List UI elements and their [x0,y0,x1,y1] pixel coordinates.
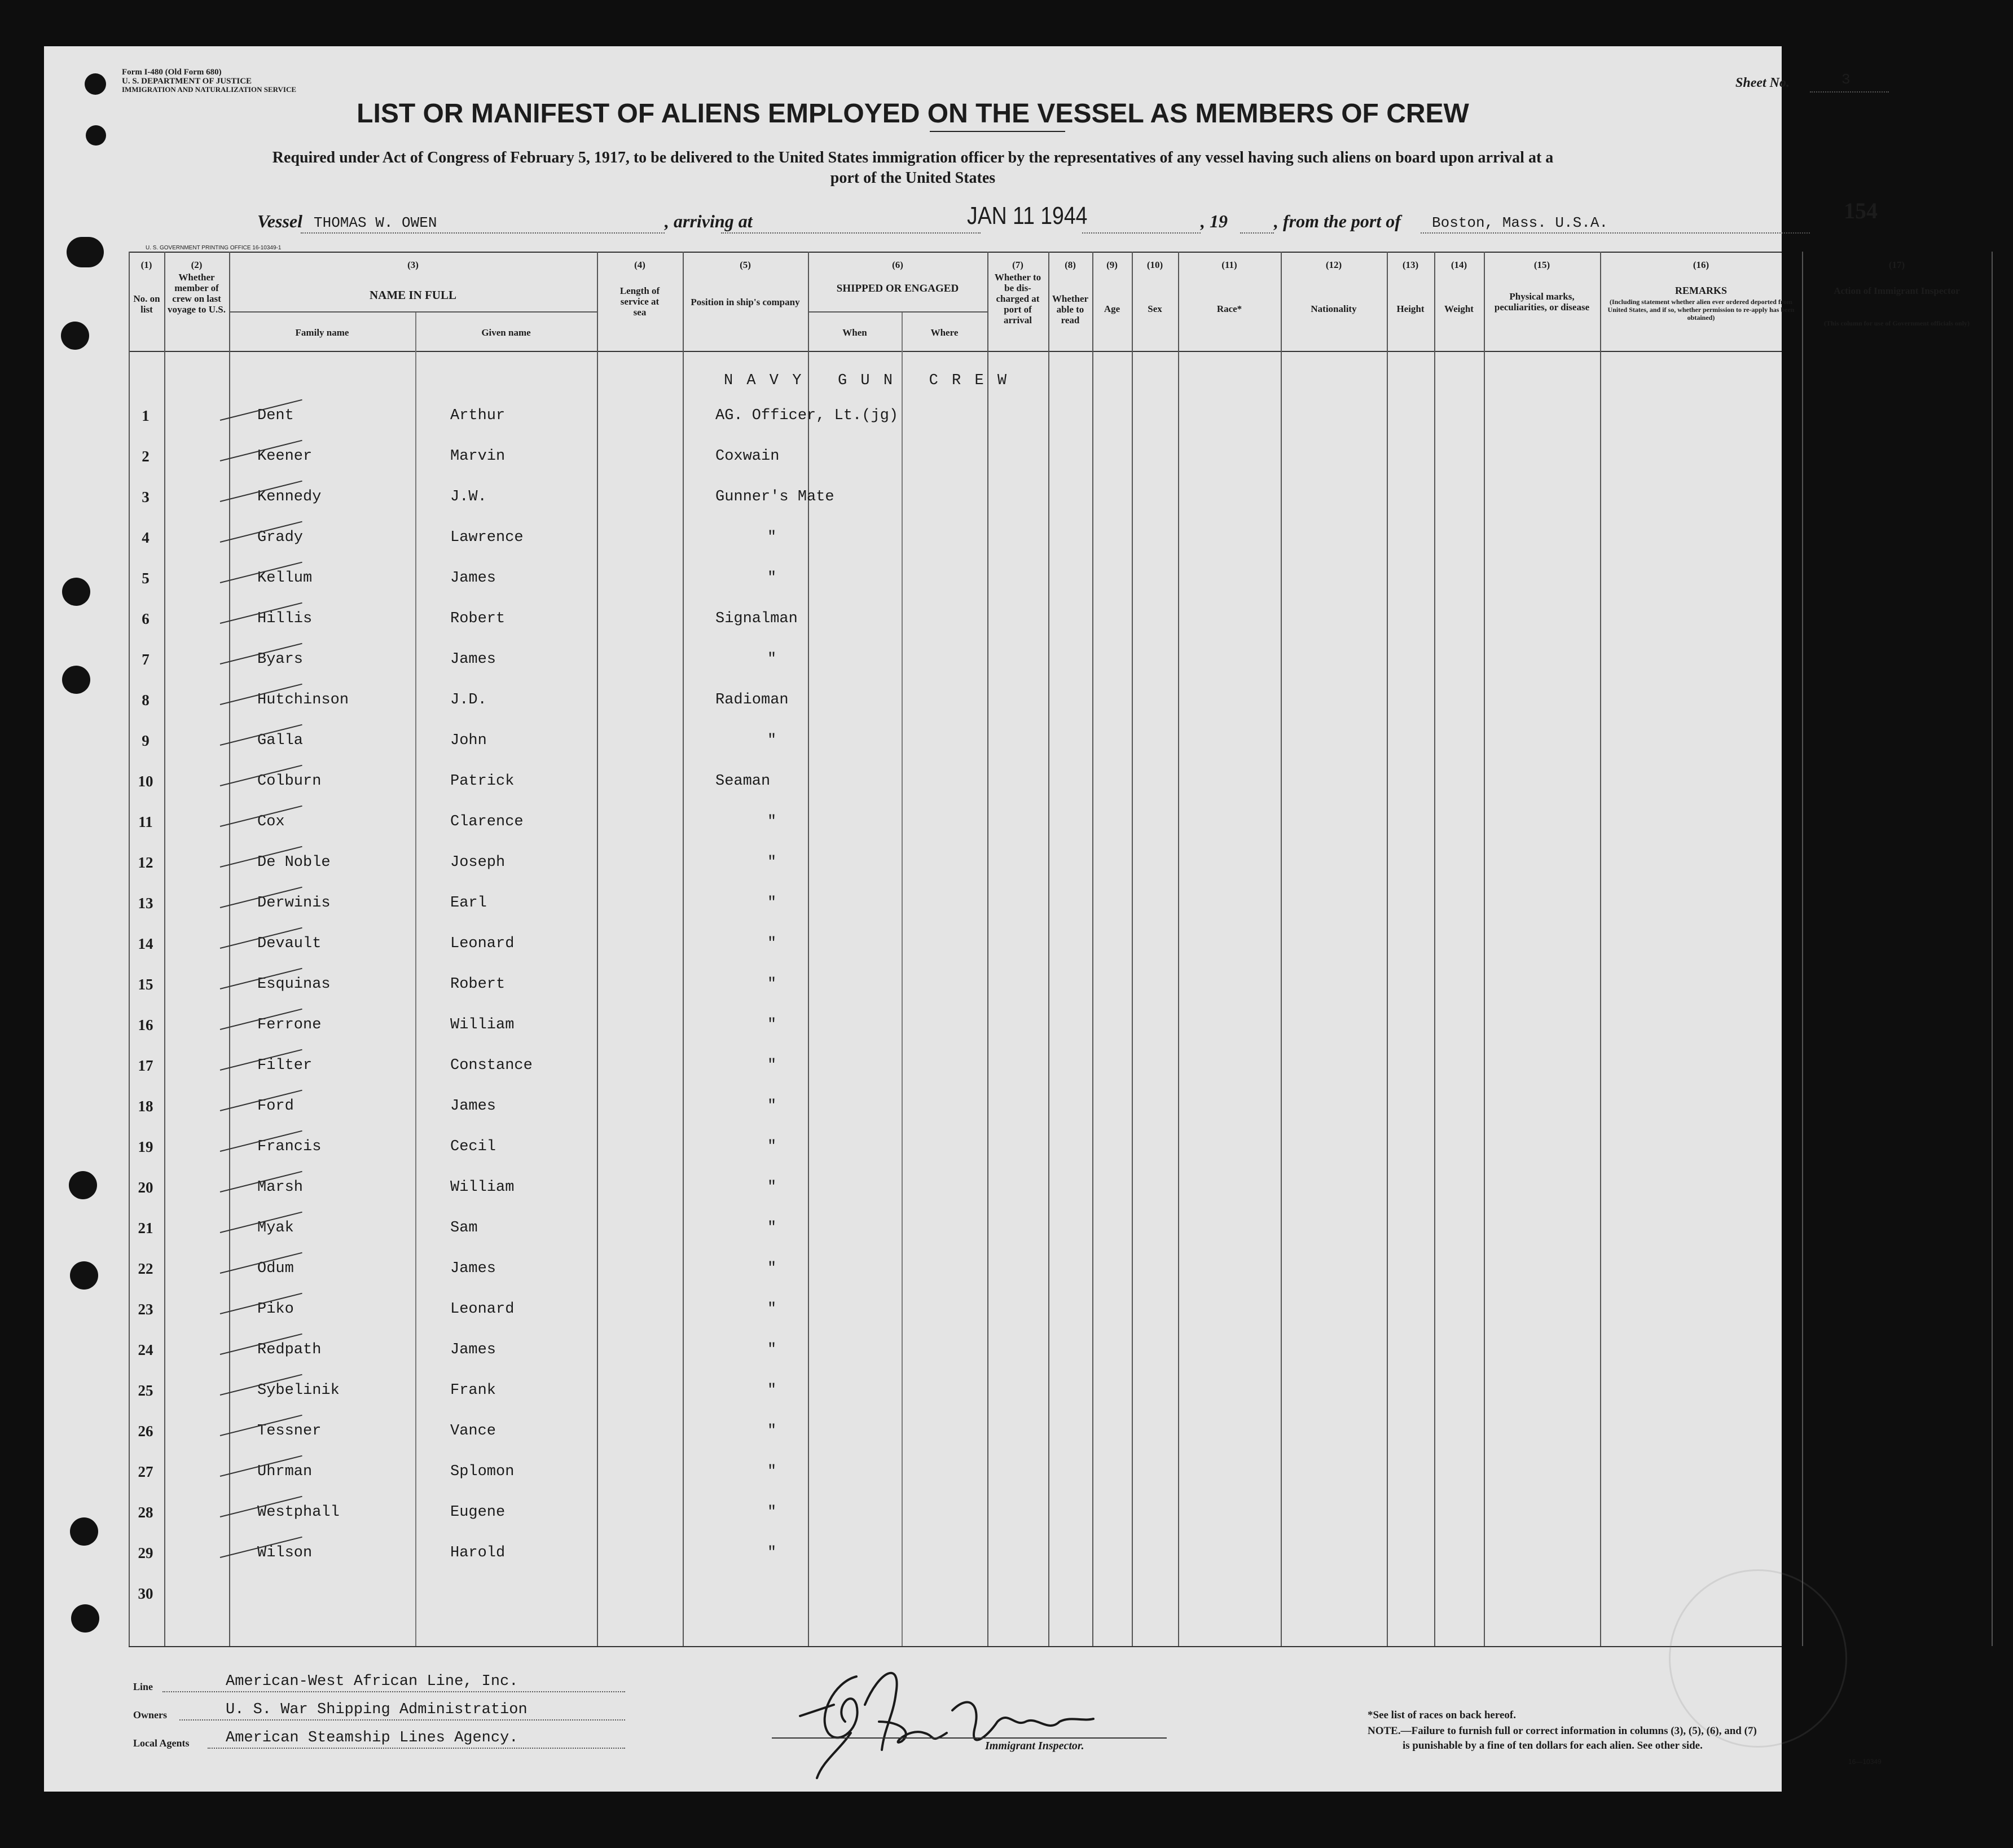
row-number: 4 [142,529,150,546]
family-name: Dent [257,407,294,424]
col15-num: (15) [1533,259,1550,270]
department-name: U. S. DEPARTMENT OF JUSTICE [122,77,252,86]
col8-label: Whether able to read [1052,293,1089,325]
given-name: Constance [450,1057,533,1074]
given-name: Eugene [450,1504,506,1521]
position: Seaman [715,773,771,790]
col4-num: (4) [634,259,645,270]
given-name: James [450,1098,496,1115]
position: " [767,1098,777,1115]
sheet-number: 3 [1841,71,1851,88]
col16-num: (16) [1693,259,1709,270]
row-number: 7 [142,651,150,668]
col1-label: No. on list [133,293,160,315]
family-name: Myak [257,1220,294,1237]
penalty-note-line2: is punishable by a fine of ten dollars for each alien. See other side. [1403,1740,1703,1752]
from-port-label: , from the port of [1274,211,1401,231]
row-number: 5 [142,570,150,587]
row-number: 16 [138,1017,153,1033]
family-name: Wilson [257,1545,313,1561]
position: " [767,976,777,993]
arriving-label: , arriving at [665,211,753,231]
position: " [767,1341,777,1358]
punch-hole [86,125,106,146]
position: " [767,1545,777,1561]
row-number: 6 [142,610,150,627]
form-code: 16—10349 [1848,1758,1882,1766]
col-divider [164,252,165,1646]
local-agents-value: American Steamship Lines Agency. [226,1730,518,1746]
family-name: Derwinis [257,895,331,912]
owners-label: Owners [133,1709,167,1721]
col5-label: Position in ship's company [691,297,800,307]
col-divider [1178,252,1179,1646]
col10-label: Sex [1148,303,1162,314]
position: Coxwain [715,448,780,465]
row-number: 10 [138,773,153,790]
printing-office: U. S. GOVERNMENT PRINTING OFFICE 16-10349-1 [146,245,282,251]
col6-where-label: Where [930,327,959,338]
row-number: 20 [138,1179,153,1196]
family-name: Grady [257,529,304,546]
given-name: William [450,1017,515,1033]
col12-num: (12) [1325,259,1342,270]
family-name: Tessner [257,1423,322,1440]
position: " [767,1057,777,1074]
given-name: Earl [450,895,487,912]
row-number: 24 [138,1341,153,1358]
family-name: Hutchinson [257,692,349,709]
family-name: Odum [257,1260,294,1277]
row-number: 30 [138,1585,153,1602]
line-label: Line [133,1681,153,1692]
manifest-title: LIST OR MANIFEST OF ALIENS EMPLOYED ON THE VESSEL AS MEMBERS OF CREW [357,99,1469,129]
col17-note: (This column for use of Government officials only) [1823,319,1970,327]
col13-num: (13) [1402,259,1419,270]
col16-label: REMARKS [1674,285,1727,296]
punch-hole [69,1171,97,1199]
given-name: Splomon [450,1463,515,1480]
family-name: Sybelinik [257,1382,340,1399]
position: " [767,732,777,749]
year-line [1240,232,1274,234]
row-number: 26 [138,1423,153,1440]
col10-num: (10) [1146,259,1163,270]
row-number: 29 [138,1545,153,1561]
col-divider [1387,252,1388,1646]
given-name: Patrick [450,773,515,790]
line-value: American-West African Line, Inc. [226,1673,518,1690]
inspector-signature [766,1637,1184,1784]
col14-num: (14) [1451,259,1467,270]
races-note: *See list of races on back hereof. [1368,1709,1516,1721]
arriving-line [721,232,981,234]
port-line [1421,232,1810,234]
position: " [767,1504,777,1521]
row-number: 19 [138,1138,153,1155]
position: " [767,1017,777,1033]
given-name: Vance [450,1423,496,1440]
given-name: Robert [450,976,506,993]
col17-num: (17) [1888,259,1905,270]
service-name: IMMIGRATION AND NATURALIZATION SERVICE [122,85,297,94]
table-header-rule [129,351,1782,352]
family-name: Hillis [257,610,313,627]
given-name: J.D. [450,692,487,709]
given-name: Arthur [450,407,506,424]
position: Gunner's Mate [715,489,834,505]
col-divider [683,252,684,1646]
col7-num: (7) [1012,259,1023,270]
row-number: 27 [138,1463,153,1480]
family-name: Byars [257,651,304,668]
col6-num: (6) [892,259,903,270]
sheet-no-line [1810,91,1889,93]
punch-hole [61,322,89,350]
vessel-name: THOMAS W. OWEN [314,214,437,231]
family-name: Colburn [257,773,322,790]
family-name: Galla [257,732,304,749]
col1-num: (1) [140,259,152,270]
row-number: 1 [142,407,150,424]
given-name: James [450,651,496,668]
family-name: Francis [257,1138,322,1155]
owners-rule [179,1719,625,1721]
col7-label: Whether to be dis-charged at port of arrival [994,272,1041,325]
position: Signalman [715,610,798,627]
given-name: Leonard [450,1301,515,1318]
subtitle-line2: port of the United States [830,169,996,187]
col-divider [1600,252,1601,1646]
given-name: James [450,1260,496,1277]
col3-family-label: Family name [295,327,349,338]
row-number: 23 [138,1301,153,1318]
col16-note: (Including statement whether alien ever ordered deported from United States, and if so, whether permission to re-apply has been obtained) [1607,298,1795,322]
vessel-name-line [301,232,665,234]
row-number: 14 [138,935,153,952]
position: " [767,854,777,871]
page-number: 154 [1844,198,1878,223]
col13-label: Height [1396,303,1425,314]
agents-rule [208,1748,625,1749]
col15-label: Physical marks, peculiarities, or disease [1494,291,1590,313]
col6-when-label: When [842,327,867,338]
vessel-label: Vessel [257,211,302,231]
given-name: Joseph [450,854,506,871]
position: " [767,935,777,952]
table-top-rule [129,252,1782,253]
position: " [767,1423,777,1440]
port-of-departure: Boston, Mass. U.S.A. [1432,214,1608,231]
family-name: Redpath [257,1341,322,1358]
row-number: 2 [142,448,150,465]
position: " [767,1301,777,1318]
col5-num: (5) [740,259,751,270]
col-divider [229,252,230,1646]
family-name: Ferrone [257,1017,322,1033]
family-name: Filter [257,1057,313,1074]
family-name: De Noble [257,854,331,871]
local-agents-label: Local Agents [133,1737,190,1749]
row-number: 28 [138,1504,153,1521]
year-label: , 19 [1201,211,1228,231]
row-number: 17 [138,1057,153,1074]
form-number: Form I-480 (Old Form 680) [122,68,222,77]
col14-label: Weight [1444,303,1474,314]
col8-num: (8) [1065,259,1076,270]
family-name: Kennedy [257,489,322,505]
position: " [767,651,777,668]
family-name: Marsh [257,1179,304,1196]
family-name: Kellum [257,570,313,587]
family-name: Devault [257,935,322,952]
given-name: J.W. [450,489,487,505]
title-rule [930,131,1065,132]
position: " [767,1382,777,1399]
row-number: 9 [142,732,150,749]
family-name: Piko [257,1301,294,1318]
col-divider [1132,252,1133,1646]
col-divider [808,252,809,1646]
col-divider [1802,252,1803,1646]
position: Radioman [715,692,789,709]
row-number: 22 [138,1260,153,1277]
col-divider [1484,252,1485,1646]
col6-label: SHIPPED OR ENGAGED [836,283,959,294]
punch-hole [67,237,104,267]
punch-hole [85,73,106,95]
owners-value: U. S. War Shipping Administration [226,1701,528,1718]
col11-label: Race* [1216,303,1242,314]
col-divider [1281,252,1282,1646]
given-name: Marvin [450,448,506,465]
col-divider [987,252,988,1646]
position: " [767,895,777,912]
section-heading: N A V Y G U N C R E W [724,372,1009,389]
punch-hole [62,666,90,694]
sheet-label: Sheet No. [1735,76,1790,90]
inspector-rule [772,1737,1167,1739]
line-rule [162,1691,625,1692]
shipped-subheader-rule [808,311,987,313]
col9-num: (9) [1106,259,1118,270]
position: " [767,529,777,546]
punch-hole [71,1604,99,1633]
col-divider [597,252,598,1646]
position: AG. Officer, Lt.(jg) [715,407,899,424]
row-number: 21 [138,1220,153,1237]
given-name: Sam [450,1220,478,1237]
position: " [767,1260,777,1277]
arrival-date-stamp: JAN 11 1944 [967,202,1088,230]
given-name: William [450,1179,515,1196]
col17-label: Action of Immigrant Inspector [1834,285,1960,296]
row-number: 25 [138,1382,153,1399]
col3-label: NAME IN FULL [369,288,456,302]
name-subheader-rule [229,311,597,313]
col-divider [1992,252,1993,1646]
date-line [1082,232,1201,234]
given-name: John [450,732,487,749]
row-number: 15 [138,976,153,993]
family-name: Cox [257,813,285,830]
given-name: Robert [450,610,506,627]
row-number: 3 [142,489,150,505]
col11-num: (11) [1221,259,1237,270]
row-number: 8 [142,692,150,709]
position: " [767,813,777,830]
given-name: Harold [450,1545,506,1561]
col-divider [415,311,416,1646]
punch-hole [70,1517,98,1546]
given-name: Leonard [450,935,515,952]
subtitle-line1: Required under Act of Congress of February 5, 1917, to be delivered to the United States immigration officer by the representatives of any vessel having such aliens on board upon arrival at a [272,149,1554,166]
position: " [767,570,777,587]
col4-label: Length of service at sea [619,285,660,318]
col-divider [1048,252,1049,1646]
col9-label: Age [1104,303,1120,314]
position: " [767,1179,777,1196]
inspector-label: Immigrant Inspector. [985,1740,1084,1752]
given-name: Cecil [450,1138,496,1155]
family-name: Westphall [257,1504,340,1521]
consulate-seal [1669,1569,1847,1748]
col12-label: Nationality [1311,303,1357,314]
position: " [767,1220,777,1237]
family-name: Ford [257,1098,294,1115]
given-name: Lawrence [450,529,524,546]
given-name: Frank [450,1382,496,1399]
penalty-note-line1: NOTE.—Failure to furnish full or correct information in columns (3), (5), (6), and (7) [1368,1725,1757,1737]
given-name: James [450,1341,496,1358]
family-name: Keener [257,448,313,465]
col-divider [902,311,903,1646]
punch-hole [70,1261,98,1290]
col-divider [1092,252,1093,1646]
row-number: 12 [138,854,153,871]
row-number: 11 [138,813,153,830]
manifest-sheet [44,46,1970,1792]
col2-num: (2) [191,259,203,270]
col2-label: Whether member of crew on last voyage to U.S. [168,272,226,315]
col3-num: (3) [407,259,419,270]
position: " [767,1463,777,1480]
col-divider [1434,252,1435,1646]
row-number: 18 [138,1098,153,1115]
punch-hole [62,578,90,606]
family-name: Esquinas [257,976,331,993]
position: " [767,1138,777,1155]
given-name: James [450,570,496,587]
family-name: Uhrman [257,1463,313,1480]
given-name: Clarence [450,813,524,830]
row-number: 13 [138,895,153,912]
col3-given-label: Given name [481,327,531,338]
